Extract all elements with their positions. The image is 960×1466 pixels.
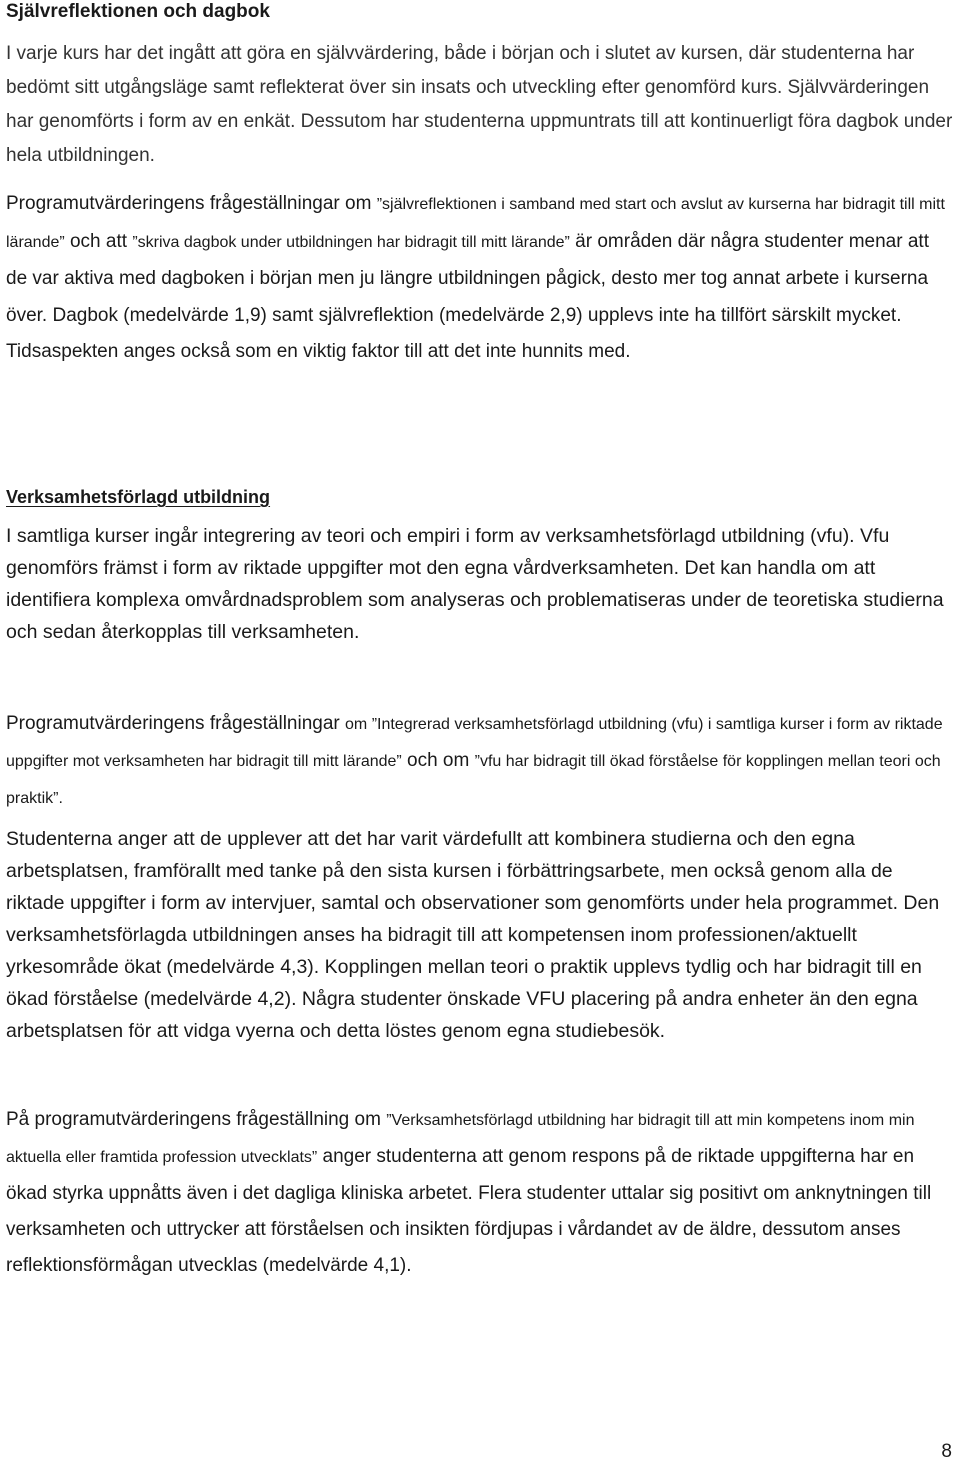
- section-heading-workplace-training: Verksamhetsförlagd utbildning: [6, 487, 271, 507]
- paragraph-student-experience: Studenterna anger att de upplever att det har varit värdefullt att kombinera studierna och den egna arbetsplatsen, framförallt med tanke på den sista kursen i förbättringsarbete, men också genom alla de riktade uppgifter i form av intervjuer, samtal och observationer som genomförts under hela programmet. Den verksamhetsförlagda utbildningen anses ha bidragit till att kompetensen inom professionen/aktuellt yrkesområde ökat (medelvärde 4,3). Kopplingen mellan teori o praktik upplevs tydlig och har bidragit till en ökad förståelse (medelvärde 4,2). Några studenter önskade VFU placering på andra enheter än den egna arbetsplatsen för att vidga vyerna och detta löstes genom egna studiebesök.: [6, 828, 940, 1042]
- quoted-question-diary: ”skriva dagbok under utbildningen har bidragit till mitt lärande”: [132, 233, 570, 251]
- paragraph-vfu-intro: I samtliga kurser ingår integrering av teori och empiri i form av verksamhetsförlagd utbildning (vfu). Vfu genomförs främst i form av riktade uppgifter mot den egna vårdverksamheten. Det kan handla om att identifiera komplexa omvårdnadsproblem som analyseras och problematiseras under de teoretiska studierna och sedan återkopplas till verksamheten.: [6, 525, 944, 643]
- quoted-question-reflection: ”självreflektionen i samband med start och avslut av kurserna har bidragit till mitt lärande”: [6, 196, 945, 251]
- quoted-question-vfu-learning: om ”Integrerad verksamhetsförlagd utbildning (vfu) i samtliga kurser i form av riktade uppgifter mot verksamheten har bidragit till mitt lärande”: [6, 716, 943, 770]
- text-run: Programutvärderingens frågeställningar: [6, 713, 346, 734]
- text-run: är områden där några studenter menar att de var aktiva med dagboken i början men ju längre utbildningen pågick, desto mer tog annat arbete i kurserna över. Dagbok (medelvärde 1,9) samt självreflektion (medelvärde 2,9) upplevs inte ha tillfört särskilt mycket. Tidsaspekten anges också som en viktig faktor till att det inte hunnits med.: [6, 230, 929, 362]
- text-run: och att: [64, 230, 133, 252]
- paragraph-competence-evaluation: [6, 1102, 954, 1284]
- quoted-question-vfu-understanding: ”vfu har bidragit till ökad förståelse för kopplingen mellan teori och praktik”.: [6, 753, 941, 807]
- paragraph-program-evaluation-reflection: [6, 186, 954, 371]
- text-run: anger studenterna att genom respons på de riktade uppgifterna har en ökad styrka uppnåtts även i det dagliga kliniska arbetet. Flera studenter uttalar sig positivt om anknytningen till verksamheten och uttrycker att förståelsen och insikten fördjupas i vårdandet av de äldre, dessutom anses reflektionsförmågan utvecklas (medelvärde 4,1).: [6, 1146, 932, 1276]
- section-heading-reflection: Självreflektionen och dagbok: [6, 1, 270, 22]
- text-run: På programutvärderingens frågeställning om: [6, 1109, 387, 1130]
- page-number: 8: [941, 1441, 952, 1462]
- quoted-question-competence: ”Verksamhetsförlagd utbildning har bidragit till att min kompetens inom min aktuella eller framtida profession utvecklats”: [6, 1112, 915, 1166]
- paragraph-vfu-evaluation-questions: [6, 706, 954, 817]
- text-run: och om: [401, 750, 475, 771]
- text-run: Programutvärderingens frågeställningar om: [6, 193, 377, 214]
- paragraph-self-assessment: I varje kurs har det ingått att göra en självvärdering, både i början och i slutet av kursen, där studenterna har bedömt sitt utgångsläge samt reflekterat över sin insats och utveckling efter genomförd kurs. Självvärderingen har genomförts i form av en enkät. Dessutom har studenterna uppmuntrats till att kontinuerligt föra dagbok under hela utbildningen.: [6, 43, 953, 166]
